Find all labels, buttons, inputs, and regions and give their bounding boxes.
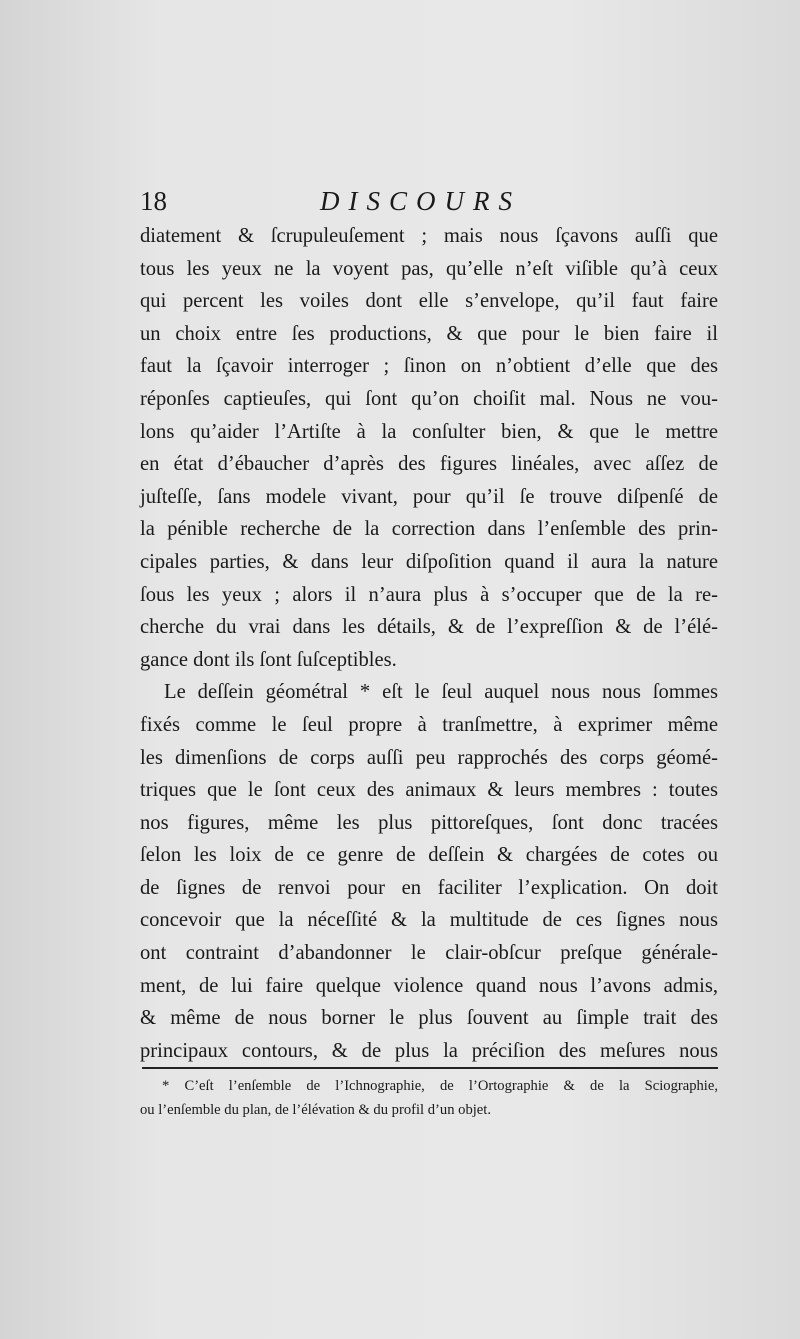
text-line: qui percent les voiles dont elle s’envelope, qu’il faut faire: [140, 290, 718, 313]
text-line: cherche du vrai dans les détails, & de l’expreſſion & de l’élé-: [140, 616, 718, 639]
running-title: DISCOURS: [320, 186, 521, 216]
text-line: faut la ſçavoir interroger ; ſinon on n’obtient d’elle que des: [140, 355, 718, 378]
text-line: gance dont ils ſont ſuſceptibles.: [140, 648, 397, 671]
text-line: tous les yeux ne la voyent pas, qu’elle n’eſt viſible qu’à ceux: [140, 257, 718, 280]
text-line: triques que le ſont ceux des animaux & leurs membres : toutes: [140, 779, 718, 802]
text-line: principaux contours, & de plus la préciſion des meſures nous: [140, 1039, 718, 1062]
text-line: ſous les yeux ; alors il n’aura plus à s’occuper que de la re-: [140, 583, 718, 606]
text-line: fixés comme le ſeul propre à tranſmettre, à exprimer même: [140, 713, 718, 736]
text-line: en état d’ébaucher d’après des figures linéales, avec aſſez de: [140, 453, 718, 476]
text-line: concevoir que la néceſſité & la multitude de ces ſignes nous: [140, 909, 718, 932]
text-line: Le deſſein géométral * eſt le ſeul auquel nous nous ſommes: [164, 681, 718, 704]
text-line: cipales parties, & dans leur diſpoſition quand il aura la nature: [140, 550, 718, 573]
text-line: diatement & ſcrupuleuſement ; mais nous ſçavons auſſi que: [140, 225, 718, 247]
footnote-divider: [142, 1067, 718, 1069]
body-text: [140, 220, 718, 1067]
text-line: réponſes captieuſes, qui ſont qu’on choiſit mal. Nous ne vou-: [140, 387, 718, 410]
text-line: ſelon les loix de ce genre de deſſein & chargées de cotes ou: [140, 844, 718, 867]
footnote-line: ou l’enſemble du plan, de l’élévation & du profil d’un objet.: [140, 1102, 491, 1118]
footnote: [140, 1074, 718, 1122]
text-line: la pénible recherche de la correction dans l’enſemble des prin-: [140, 518, 718, 541]
text-line: nos figures, même les plus pittoreſques, ſont donc tracées: [140, 811, 718, 834]
text-line: les dimenſions de corps auſſi peu rapprochés des corps géomé-: [140, 746, 718, 769]
text-line: lons qu’aider l’Artiſte à la conſulter bien, & que le mettre: [140, 420, 718, 443]
page-number: 18: [140, 186, 167, 216]
text-line: de ſignes de renvoi pour en faciliter l’explication. On doit: [140, 876, 718, 899]
text-line: un choix entre ſes productions, & que pour le bien faire il: [140, 322, 718, 345]
text-line: ont contraint d’abandonner le clair-obſcur preſque générale-: [140, 942, 718, 965]
footnote-line: * C’eſt l’enſemble de l’Ichnographie, de l’Ortographie & de la Sciographie,: [162, 1078, 718, 1094]
text-line: juſteſſe, ſans modele vivant, pour qu’il ſe trouve diſpenſé de: [140, 485, 718, 508]
text-line: & même de nous borner le plus ſouvent au ſimple trait des: [140, 1007, 718, 1030]
text-line: ment, de lui faire quelque violence quand nous l’avons admis,: [140, 974, 718, 997]
running-header: [140, 186, 720, 222]
